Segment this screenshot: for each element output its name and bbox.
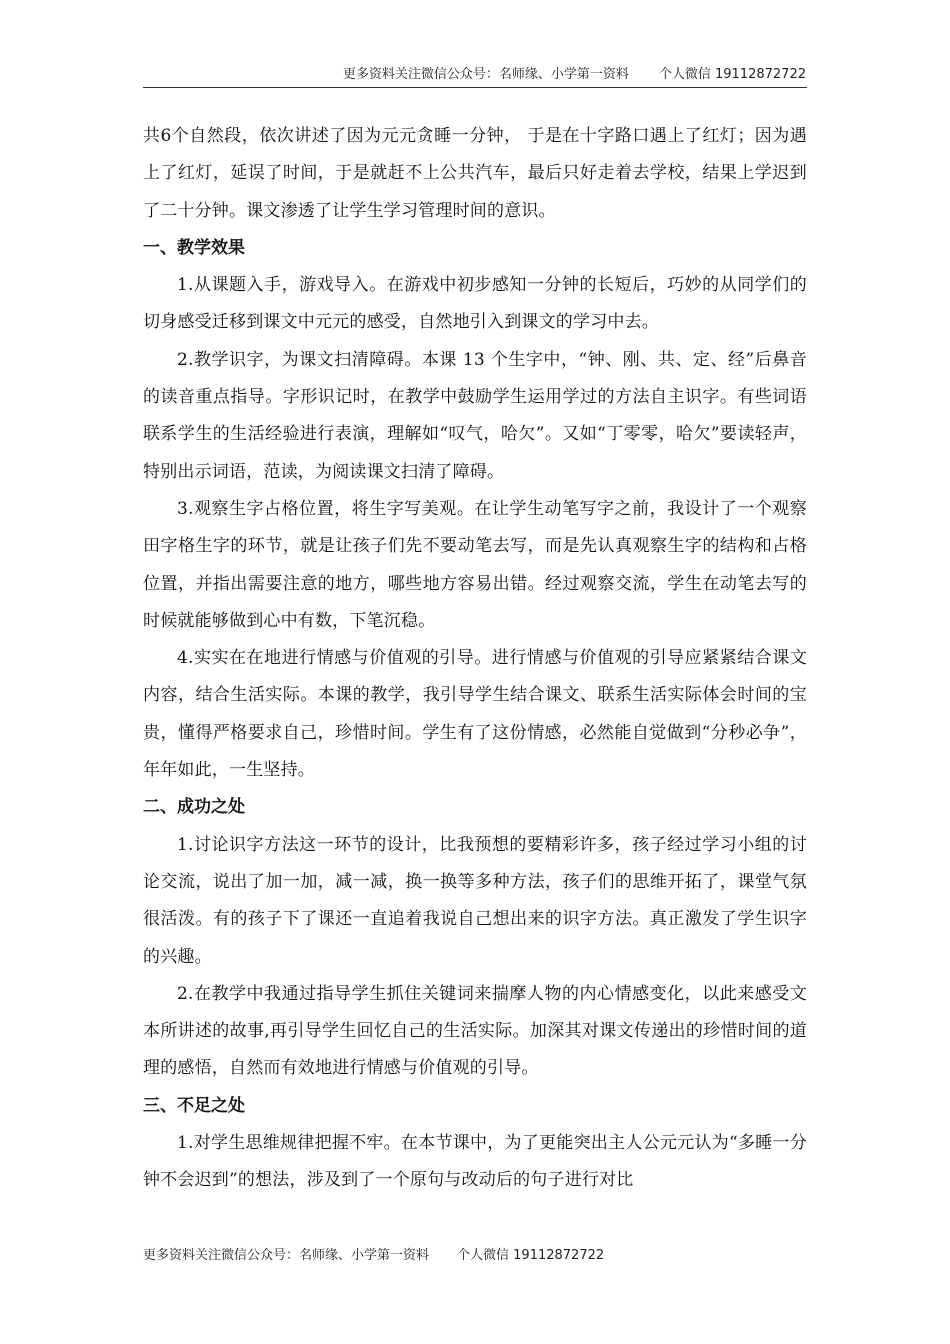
paragraph-effect-1: 1.从课题入手，游戏导入。在游戏中初步感知一分钟的长短后，巧妙的从同学们的切身感受迁移到课文中元元的感受，自然地引入到课文的学习中去。 <box>143 275 807 333</box>
section-heading-shortcomings: 三、不足之处 <box>143 1095 245 1116</box>
paragraph-shortcoming-1: 1.对学生思维规律把握不牢。在本节课中，为了更能突出主人公元元认为“多睡一分钟不会迟到”的想法，涉及到了一个原句与改动后的句子进行对比 <box>143 1133 807 1191</box>
section-heading-teaching-effect: 一、教学效果 <box>143 237 245 258</box>
page-footer <box>143 1247 604 1265</box>
intro-paragraph: 共6个自然段，依次讲述了因为元元贪睡一分钟， 于是在十字路口遇上了红灯；因为遇上了红灯，延误了时间，于是就赶不上公共汽车，最后只好走着去学校，结果上学迟到了二十分钟。课文渗透了让学生学习管理时间的意识。 <box>143 126 807 221</box>
paragraph-success-2: 2.在教学中我通过指导学生抓住关键词来揣摩人物的内心情感变化，以此来感受文本所讲述的故事,再引导学生回忆自己的生活实际。加深其对课文传递出的珍惜时间的道理的感悟，自然而有效地进行情感与价值观的引导。 <box>143 983 807 1079</box>
footer-personal-wechat: 个人微信 19112872722 <box>457 1248 605 1263</box>
footer-wechat-notice: 更多资料关注微信公众号：名师缘、小学第一资料 <box>143 1248 430 1263</box>
paragraph-effect-3: 3.观察生字占格位置，将生字写美观。在让学生动笔写字之前，我设计了一个观察田字格生字的环节，就是让孩子们先不要动笔去写，而是先认真观察生字的结构和占格位置，并指出需要注意的地方，哪些地方容易出错。经过观察交流，学生在动笔去写的时候就能够做到心中有数，下笔沉稳。 <box>143 498 807 631</box>
header-wechat-notice: 更多资料关注微信公众号：名师缘、小学第一资料 <box>342 67 629 82</box>
document-body <box>143 118 807 1200</box>
page-header <box>0 66 806 84</box>
paragraph-success-1: 1.讨论识字方法这一环节的设计，比我预想的要精彩许多，孩子经过学习小组的讨论交流，说出了加一加，减一减，换一换等多种方法，孩子们的思维开拓了，课堂气氛很活泼。有的孩子下了课还一直追着我说自己想出来的识字方法。真正激发了学生识字的兴趣。 <box>143 834 807 967</box>
paragraph-effect-2: 2.教学识字，为课文扫清障碍。本课 13 个生字中，“钟、刚、共、定、经”后鼻音的读音重点指导。字形识记时，在教学中鼓励学生运用学过的方法自主识字。有些词语联系学生的生活经验进行表演，理解如“叹气，哈欠”。又如“丁零零，哈欠”要读轻声，特别出示词语，范读，为阅读课文扫清了障碍。 <box>143 349 807 482</box>
section-heading-successes: 二、成功之处 <box>143 797 245 818</box>
header-personal-wechat: 个人微信 19112872722 <box>658 67 806 82</box>
header-divider <box>143 87 807 88</box>
paragraph-effect-4: 4.实实在在地进行情感与价值观的引导。进行情感与价值观的引导应紧紧结合课文内容，结合生活实际。本课的教学，我引导学生结合课文、联系生活实际体会时间的宝贵，懂得严格要求自己，珍惜时间。学生有了这份情感，必然能自觉做到“分秒必争”，年年如此，一生坚持。 <box>143 648 807 781</box>
